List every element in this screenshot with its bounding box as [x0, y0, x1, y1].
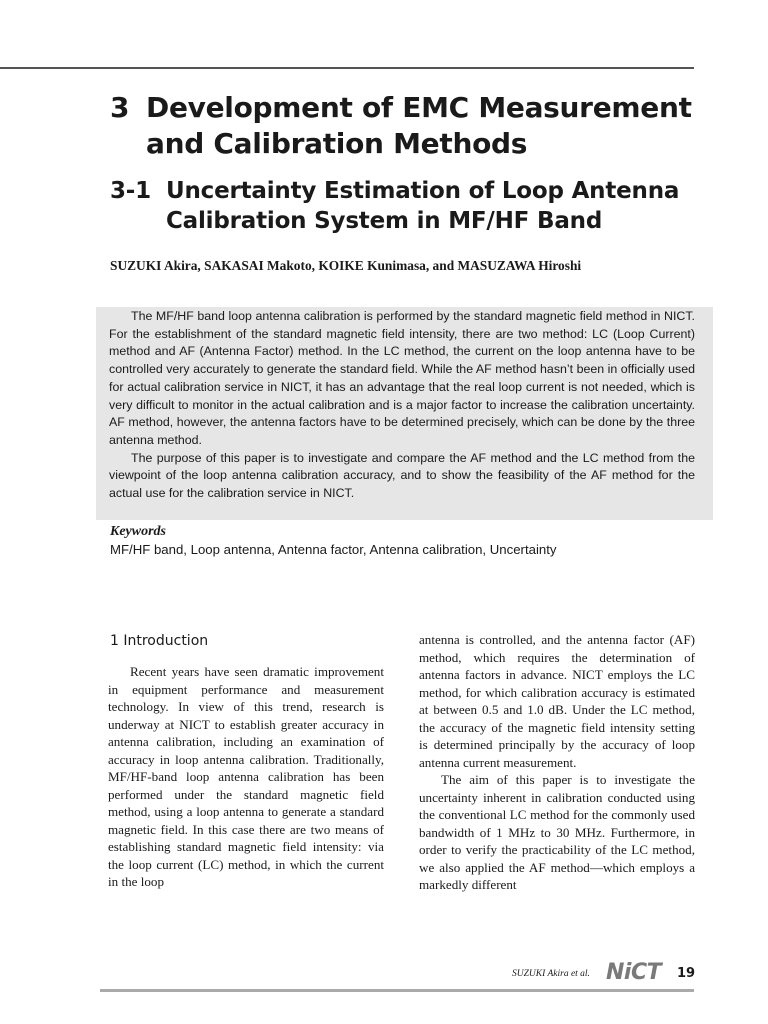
- abstract: [109, 308, 695, 503]
- abstract-paragraph-2: The purpose of this paper is to investigate and compare the AF method and the LC method from the viewpoint of the loop antenna calibration accuracy, and to show the feasibility of the AF method for the actual use for the calibration service in NICT.: [109, 450, 695, 501]
- top-rule: [0, 67, 694, 69]
- keywords-title: Keywords: [110, 524, 166, 539]
- nict-logo: NiCT: [606, 960, 662, 985]
- footer-rule: [100, 989, 694, 992]
- footer-author: SUZUKI Akira et al.: [512, 969, 590, 979]
- intro-paragraph-right-2: The aim of this paper is to investigate the uncertainty inherent in calibration conducted using the conventional LC method for the commonly used bandwidth of 1 MHz to 30 MHz. Furthermore, in order to verify the practicability of the LC method, we also applied the AF method—which employs a markedly different: [419, 772, 695, 892]
- chapter-title-line1: Development of EMC Measurement: [146, 91, 692, 124]
- keywords-list: MF/HF band, Loop antenna, Antenna factor, Antenna calibration, Uncertainty: [110, 542, 557, 557]
- section-number: 3-1: [110, 178, 151, 204]
- intro-paragraph-right-1: antenna is controlled, and the antenna factor (AF) method, which requires the determination of antenna factors in advance. NICT employs the LC method, for which calibration accuracy is estimated at between 0.5 and 1.0 dB. Under the LC method, the accuracy of the magnetic field intensity setting is determined principally by the accuracy of loop antenna current measurement.: [419, 632, 695, 770]
- abstract-paragraph-1: The MF/HF band loop antenna calibration is performed by the standard magnetic field method in NICT. For the establishment of the standard magnetic field intensity, there are two method: LC (Loop Current) method and AF (Antenna Factor) method. In the LC method, the current on the loop antenna have to be controlled very accurately to generate the standard field. While the AF method hasn’t been in officially used for actual calibration service in NICT, it has an advantage that the real loop current is not needed, which is very difficult to monitor in the actual calibration and is a major factor to increase the calibration uncertainty. AF method, however, the antenna factors have to be determined precisely, which can be done by the three antenna method.: [109, 309, 695, 447]
- author-list: SUZUKI Akira, SAKASAI Makoto, KOIKE Kunimasa, and MASUZAWA Hiroshi: [110, 258, 582, 273]
- chapter-number: 3: [110, 91, 130, 124]
- left-column: [108, 663, 384, 891]
- section-title-line1: Uncertainty Estimation of Loop Antenna: [166, 178, 680, 204]
- page-number: 19: [677, 966, 696, 981]
- section-title-line2: Calibration System in MF/HF Band: [166, 208, 603, 234]
- chapter-title-line2: and Calibration Methods: [146, 127, 528, 160]
- intro-paragraph-left: Recent years have seen dramatic improvement in equipment performance and measurement technology. In view of this trend, research is underway at NICT to establish greater accuracy in antenna calibration, including an examination of accuracy in loop antenna calibration. Traditionally, MF/HF-band loop antenna calibration has been performed under the standard magnetic field method, using a loop antenna to generate a standard magnetic field. In this case there are two means of establishing standard magnetic field intensity: via the loop current (LC) method, in which the current in the loop: [108, 664, 384, 889]
- introduction-heading: 1 Introduction: [110, 633, 209, 649]
- right-column: [419, 631, 695, 894]
